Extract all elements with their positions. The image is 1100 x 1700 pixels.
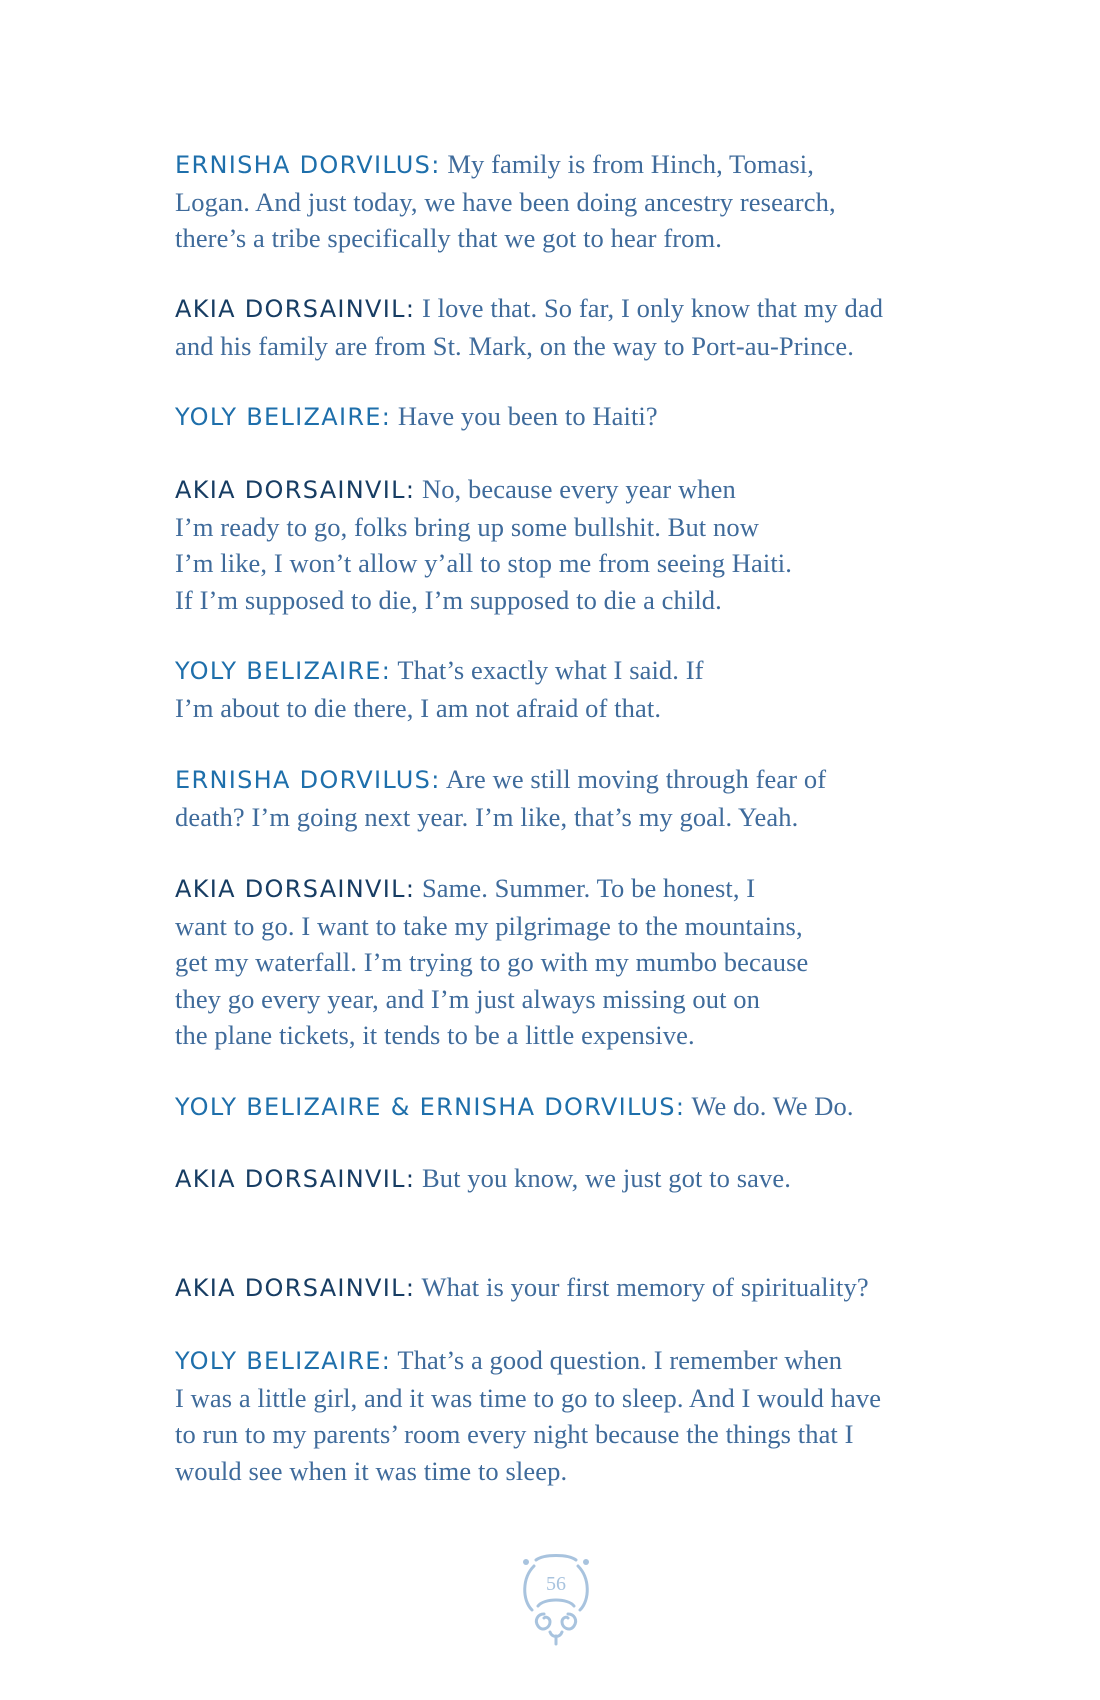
dialogue-line: I was a little girl, and it was time to go to sleep. And I would have	[175, 1382, 882, 1413]
dialogue-line: they go every year, and I’m just always missing out on	[175, 983, 761, 1014]
dialogue-line	[175, 870, 955, 908]
dialogue-line: I’m like, I won’t allow y’all to stop me from seeing Haiti.	[175, 548, 792, 578]
dialogue-line: to run to my parents’ room every night because the things that I	[175, 1419, 854, 1449]
dialogue-line: would see when it was time to sleep.	[175, 1455, 568, 1486]
dialogue-line	[175, 398, 955, 436]
dialogue-line: Logan. And just today, we have been doing ancestry research,	[175, 186, 836, 217]
dialogue-text: What is your first memory of spirituality?	[421, 1272, 869, 1302]
folio-ornament-icon	[514, 1548, 598, 1648]
dialogue-block-yoly-3	[175, 1342, 955, 1489]
speaker-name: AKIA DORSAINVIL:	[175, 875, 416, 903]
dialogue-line: death? I’m going next year. I’m like, that’s my goal. Yeah.	[175, 801, 799, 832]
dialogue-line: want to go. I want to take my pilgrimage to the mountains,	[175, 910, 803, 941]
dialogue-text: No, because every year when	[421, 474, 736, 504]
dialogue-line: If I’m supposed to die, I’m supposed to die a child.	[175, 584, 722, 615]
dialogue-line	[175, 1269, 955, 1307]
speaker-name: ERNISHA DORVILUS:	[175, 766, 441, 794]
speaker-name: YOLY BELIZAIRE:	[175, 1347, 392, 1375]
page-number: 56	[546, 1573, 566, 1595]
dialogue-line	[175, 1342, 955, 1380]
dialogue-line: get my waterfall. I’m trying to go with my mumbo because	[175, 947, 809, 977]
dialogue-line	[175, 1160, 955, 1198]
speaker-name: YOLY BELIZAIRE:	[175, 403, 392, 431]
dialogue-text: Are we still moving through fear of	[445, 764, 827, 794]
dialogue-line: there’s a tribe specifically that we got to hear from.	[175, 223, 722, 253]
dialogue-block-akia-5	[175, 1269, 955, 1307]
dialogue-block-akia-2	[175, 471, 955, 618]
dialogue-text: My family is from Hinch, Tomasi,	[447, 149, 814, 179]
dialogue-block-ernisha-1	[175, 146, 955, 257]
speaker-name: ERNISHA DORVILUS:	[175, 151, 441, 179]
dialogue-block-ernisha-2	[175, 761, 955, 835]
dialogue-line: I’m ready to go, folks bring up some bullshit. But now	[175, 511, 759, 542]
dialogue-text: But you know, we just got to save.	[421, 1163, 791, 1193]
dialogue-line	[175, 1088, 955, 1126]
speaker-name: YOLY BELIZAIRE:	[175, 657, 392, 685]
speaker-name: AKIA DORSAINVIL:	[175, 476, 416, 504]
dialogue-block-yoly-1	[175, 398, 955, 436]
dialogue-line: and his family are from St. Mark, on the way to Port-au-Prince.	[175, 330, 854, 361]
dialogue-text: We do. We Do.	[691, 1091, 854, 1121]
page-folio	[514, 1548, 598, 1648]
dialogue-block-akia-4	[175, 1160, 955, 1198]
dialogue-line	[175, 290, 955, 328]
dialogue-line: the plane tickets, it tends to be a little expensive.	[175, 1020, 695, 1050]
dialogue-text: Same. Summer. To be honest, I	[421, 873, 756, 903]
dialogue-line	[175, 146, 955, 184]
dialogue-text: I love that. So far, I only know that my dad	[421, 293, 884, 323]
speaker-name: YOLY BELIZAIRE & ERNISHA DORVILUS:	[175, 1093, 686, 1121]
speaker-name: AKIA DORSAINVIL:	[175, 295, 416, 323]
dialogue-text: That’s a good question. I remember when	[397, 1345, 843, 1375]
dialogue-text: Have you been to Haiti?	[397, 401, 658, 431]
dialogue-line	[175, 761, 955, 799]
dialogue-block-yoly-ernisha	[175, 1088, 955, 1126]
speaker-name: AKIA DORSAINVIL:	[175, 1274, 416, 1302]
dialogue-block-yoly-2	[175, 652, 955, 726]
dialogue-line: I’m about to die there, I am not afraid of that.	[175, 692, 662, 723]
dialogue-text: That’s exactly what I said. If	[397, 655, 704, 685]
dialogue-block-akia-3	[175, 870, 955, 1054]
dialogue-line	[175, 652, 955, 690]
dialogue-line	[175, 471, 955, 509]
dialogue-block-akia-1	[175, 290, 955, 364]
speaker-name: AKIA DORSAINVIL:	[175, 1165, 416, 1193]
